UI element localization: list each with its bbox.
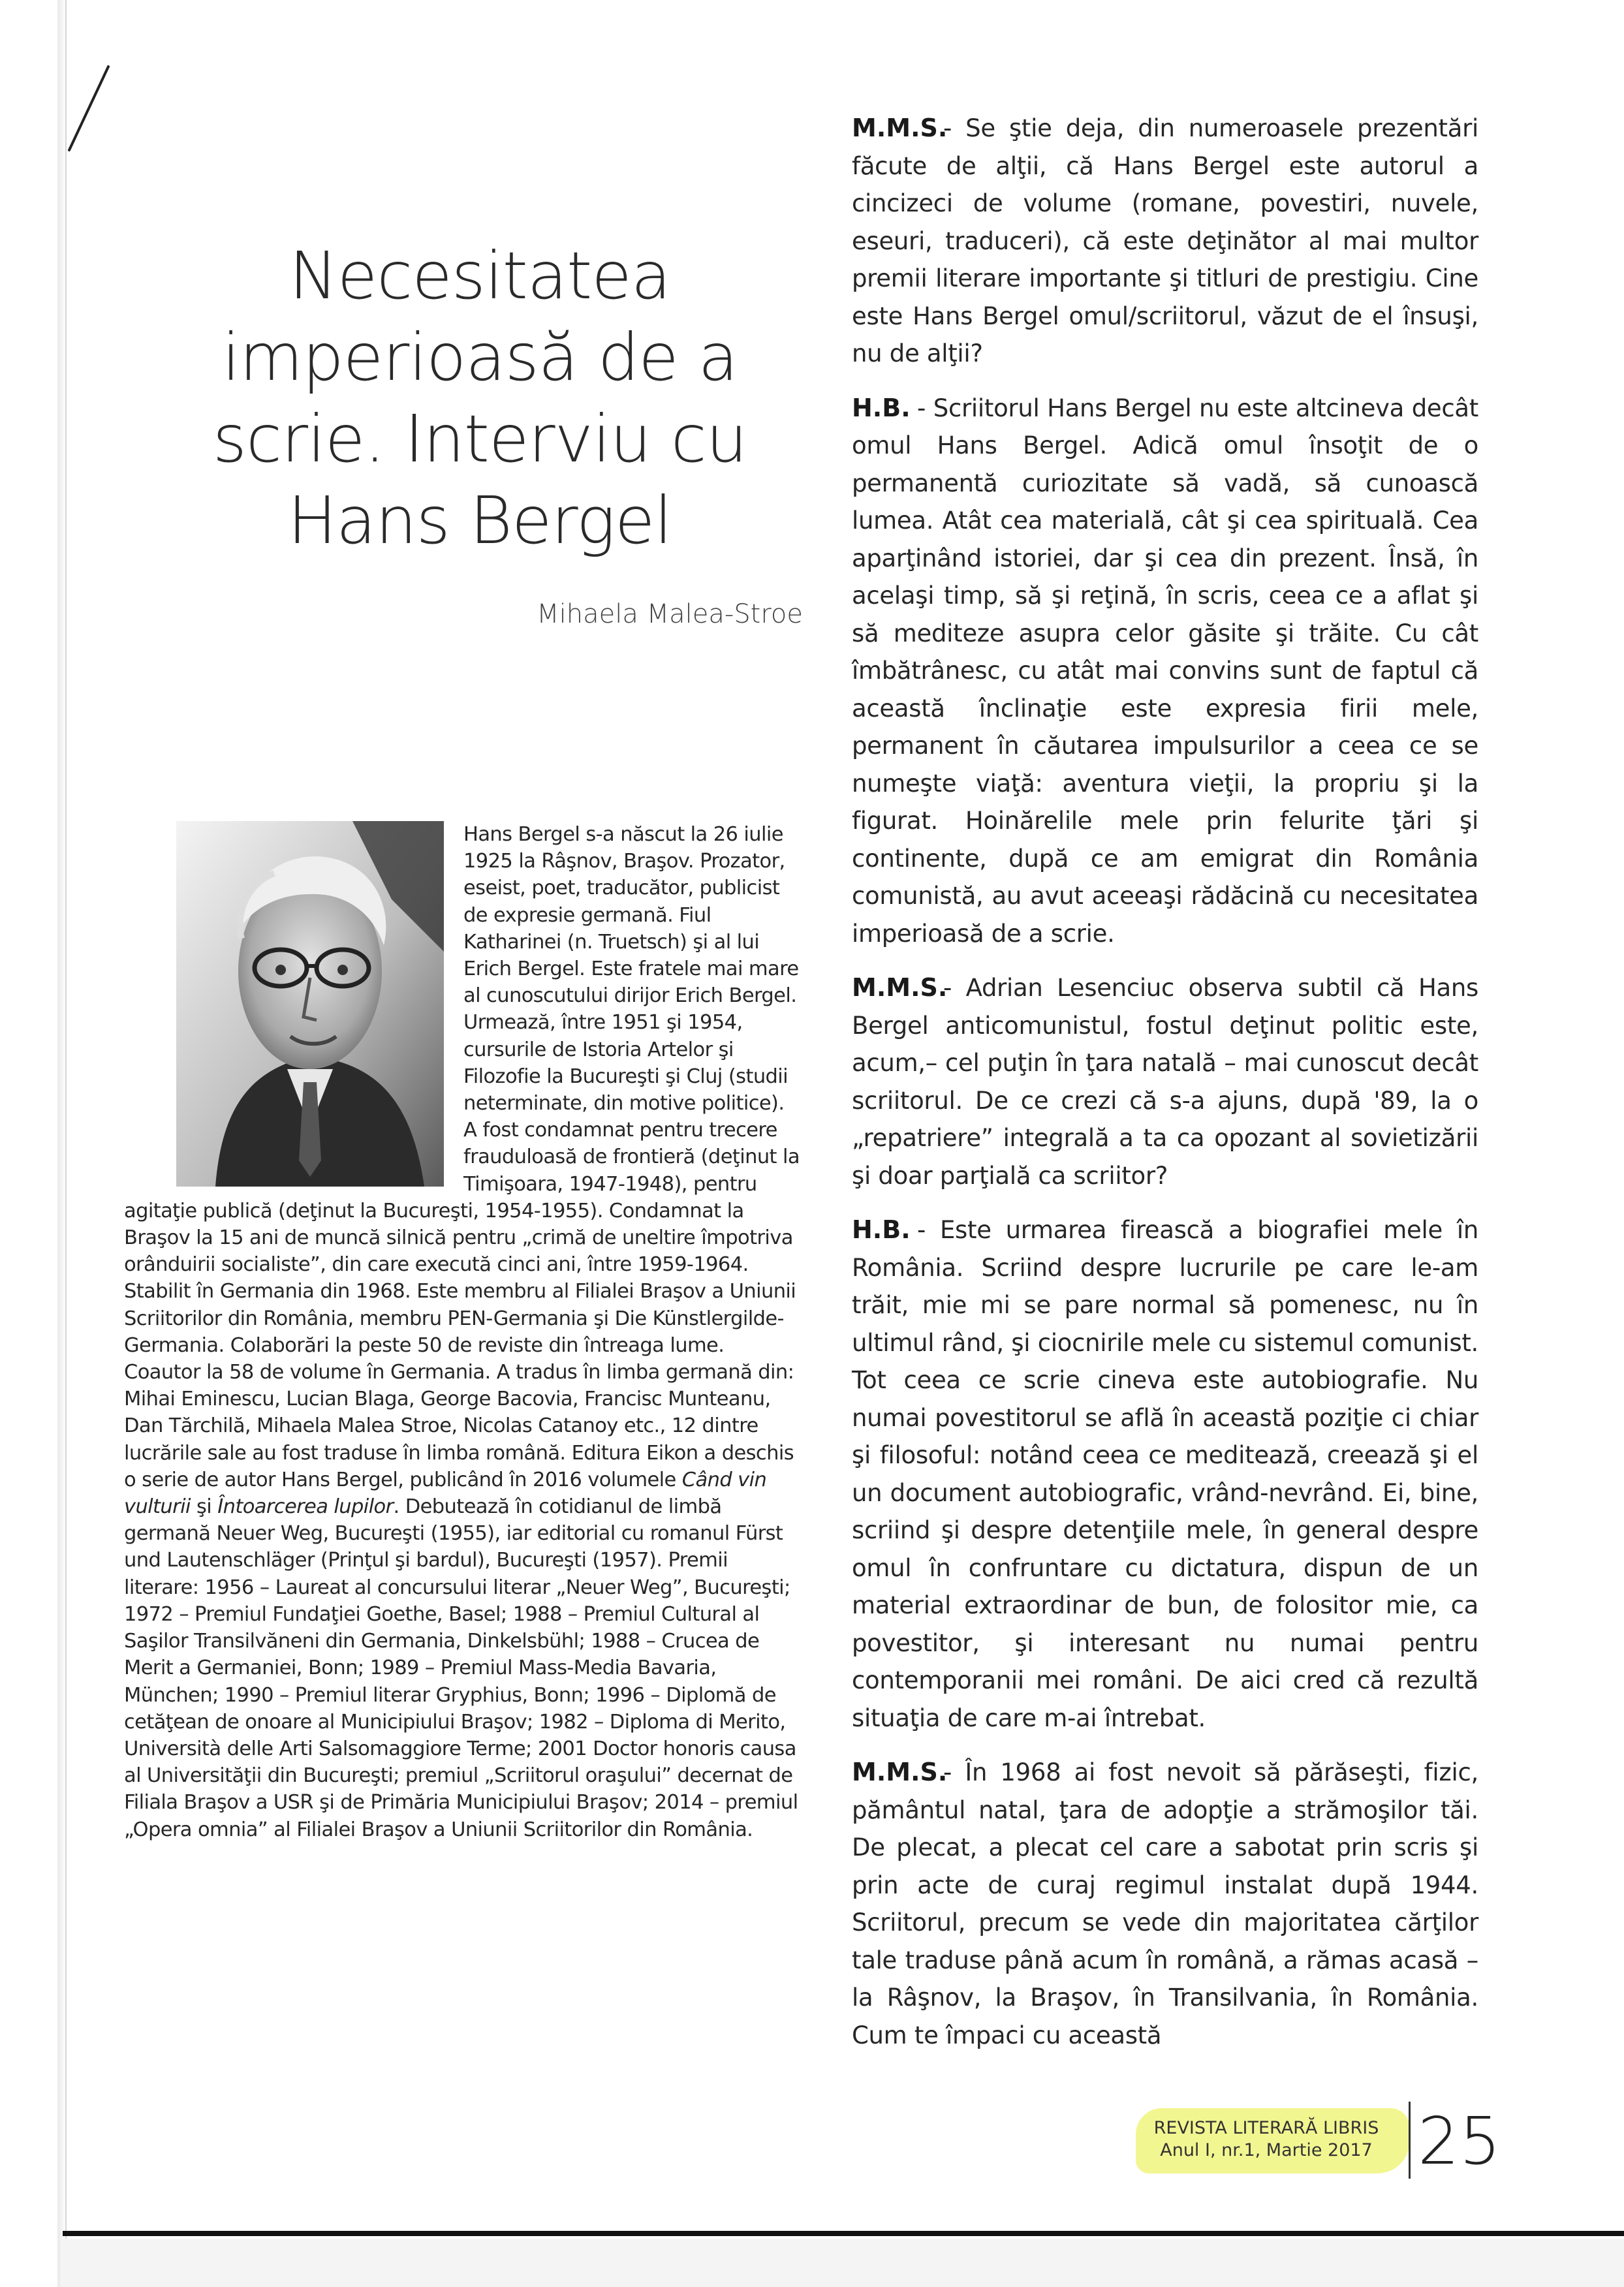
scan-binding-line xyxy=(65,0,67,2287)
speaker-label: H.B. xyxy=(852,393,911,422)
bio-part-1: Hans Bergel s-a născut la 26 iulie 1925 la Râşnov, Braşov. Prozator, eseist, poet, traducător, publicist de expresie germană. Fiul Katharinei (n. Truetsch) şi al lui Erich Bergel. Este fratele mai mare al cunoscutului dirijor Erich Bergel. Urmează, între 1951 şi 1954, cursurile de Istoria Artelor şi Filozofie la Bucureşti şi Cluj (studii neterminate, din motive politice). A fost condamnat pentru trecere frauduloasă de frontieră (deţinut la Timişoara, 1947-1948), pentru agitaţie publică (deţinut la Bucureşti, 1954-1955). Condamnat la Braşov la 15 ani de muncă silnică pentru „crimă de uneltire împotriva orânduirii socialiste”, din care execută cinci ani, între 1959-1964. Stabilit în Germania din 1968. Este membru al Filialei Braşov a Uniunii Scriitorilor din România, membru PEN-Germania şi Die Künstlergilde-Germania. Colaborări la peste 50 de reviste din întreaga lume. Coautor la 58 de volume în Germania. A tradus în limba germană din: Mihai Eminescu, Lucian Blaga, George Bacovia, Francisc Munteanu, Dan Tărchilă, Mihaela Malea Stroe, Nicolas Catanoy etc., 12 dintre lucrările sale au fost traduse în limba română. Editura Eikon a deschis o serie de autor Hans Bergel, publicând în 2016 volumele xyxy=(124,823,800,1491)
speaker-label: M.M.S. xyxy=(852,1758,948,1786)
speaker-label: M.M.S. xyxy=(852,973,948,1002)
biography-block xyxy=(124,821,803,1843)
article-author: Mihaela Malea-Stroe xyxy=(537,599,803,629)
interview-text xyxy=(852,110,1478,373)
interview-text xyxy=(852,1211,1478,1737)
interview-text-body: - Este urmarea firească a biografiei mele în România. Scriind despre lucrurile pe care le-am trăit, mie mi se pare normal să pomenesc, nu în ultimul rând, şi ciocnirile mele cu sistemul comunist. Tot ceea ce scrie cineva este autobiografie. Nu numai povestitorul se află în această poziţie ci chiar şi filosoful: notând ceea ce meditează, creează şi el un document autobiografic, vrând-nevrând. Ei, bine, scriind şi despre detenţiile mele, în general despre omul în confruntare cu dictatura, dispun de un material extraordinar de bun, de folositor mie, ca povestitor, şi interesant nu numai pentru contemporanii mei români. De aici cred că rezultă situaţia de care m-ai întrebat. xyxy=(852,1216,1478,1732)
interview-text-body: - În 1968 ai fost nevoit să părăseşti, fizic, pământul natal, ţara de adopţie a strămoşilor tăi. De plecat, a plecat cel care a sabotat prin scris şi prin acte de curaj regimul instalat după 1944. Scriitorul, precum se vede din majoritatea cărţilor tale traduse până acum în română, a rămas acasă – la Râşnov, la Braşov, în Transilvania, în România. Cum te împaci cu această xyxy=(852,1758,1478,2049)
article-title: Necesitatea imperioasă de a scrie. Interviu cu Hans Bergel xyxy=(212,238,747,559)
interview-entry-3 xyxy=(852,969,1478,1194)
bio-and: şi xyxy=(190,1495,218,1519)
interview-entry-2 xyxy=(852,390,1478,953)
journal-name: REVISTA LITERARĂ LIBRIS xyxy=(1153,2118,1379,2138)
interview-entry-5 xyxy=(852,1754,1478,2054)
interview-entry-1 xyxy=(852,110,1478,373)
bio-part-2: . Debutează în cotidianul de limbă germană Neuer Weg, Bucureşti (1955), iar editorial cu romanul Fürst und Lautenschläger (Prinţul şi bardul), Bucureşti (1957). Premii literare: 1956 – Laureat al concursului literar „Neuer Weg”, Bucureşti; 1972 – Premiul Fundaţiei Goethe, Basel; 1988 – Premiul Cultural al Saşilor Transilvăneni din Germania, Dinkelsbühl; 1988 – Crucea de Merit a Germaniei, Bonn; 1989 – Premiul Mass-Media Bavaria, München; 1990 – Premiul literar Gryphius, Bonn; 1996 – Diplomă de cetăţean de onoare al Municipiului Braşov; 1982 – Diploma di Merito, Università delle Arti Salsomaggiore Terme; 2001 Doctor honoris causa al Universităţii din Bucureşti; premiul „Scriitorul oraşului” decernat de Filiala Braşov a USR şi de Primăria Municipiului Braşov; 2014 – premiul „Opera omnia” al Filialei Braşov a Uniunii Scriitorilor din România. xyxy=(124,1495,798,1841)
book-title-2: Întoarcerea lupilor xyxy=(217,1495,394,1519)
interview-text xyxy=(852,390,1478,953)
speaker-label: M.M.S. xyxy=(852,114,948,142)
bottom-scan-rule xyxy=(63,2231,1624,2236)
journal-info xyxy=(1142,2117,1390,2162)
pen-stroke-mark xyxy=(63,63,116,154)
journal-issue: Anul I, nr.1, Martie 2017 xyxy=(1160,2140,1373,2160)
portrait-photo xyxy=(176,821,444,1187)
bottom-scan-margin xyxy=(63,2239,1624,2287)
speaker-label: H.B. xyxy=(852,1215,911,1244)
title-block xyxy=(157,235,803,629)
page-footer xyxy=(1136,2103,1501,2186)
interview-entry-4 xyxy=(852,1211,1478,1737)
book-title-1: Când vin vulturii xyxy=(124,1468,767,1519)
footer-divider xyxy=(1409,2102,1411,2179)
interview-column xyxy=(852,110,1478,2071)
portrait-image-icon xyxy=(176,821,444,1187)
interview-text-body: - Scriitorul Hans Bergel nu este altcineva decât omul Hans Bergel. Adică omul însoţit de o permanentă curiozitate să vadă, să cunoască lumea. Atât cea materială, cât şi cea spirituală. Cea aparţinând istoriei, dar şi cea din prezent. Însă, în acelaşi timp, să şi reţină, în scris, ceea ce a aflat şi să mediteze asupra celor găsite şi trăite. Cu cât îmbătrânesc, cu atât mai convins sunt de faptul că această înclinaţie este expresia firii mele, permanent în căutarea impulsurilor a ceea ce se numeşte viaţă: aventura vieţii, la propriu şi la figurat. Hoinărelile mele prin felurite ţări şi continente, după ce am emigrat din România comunistă, au avut aceeaşi rădăcină cu necesitatea imperioasă de a scrie. xyxy=(852,394,1478,948)
interview-text-body: - Se ştie deja, din numeroasele prezentări făcute de alţii, că Hans Bergel este autorul a cincizeci de volume (romane, povestiri, nuvele, eseuri, traduceri), că este deţinător al mai multor premii literare importante şi titluri de prestigiu. Cine este Hans Bergel omul/scriitorul, văzut de el însuşi, nu de alţii? xyxy=(852,114,1478,367)
page-number: 25 xyxy=(1418,2103,1501,2179)
interview-text-body: - Adrian Lesenciuc observa subtil că Hans Bergel anticomunistul, fostul deţinut politic este, acum,– cel puţin în ţara natală – mai cunoscut decât scriitorul. De ce crezi că s-a ajuns, după '89, la o „repatriere” integrală a ta ca opozant al sovietizării şi doar parţială ca scriitor? xyxy=(852,974,1478,1190)
interview-text xyxy=(852,1754,1478,2054)
